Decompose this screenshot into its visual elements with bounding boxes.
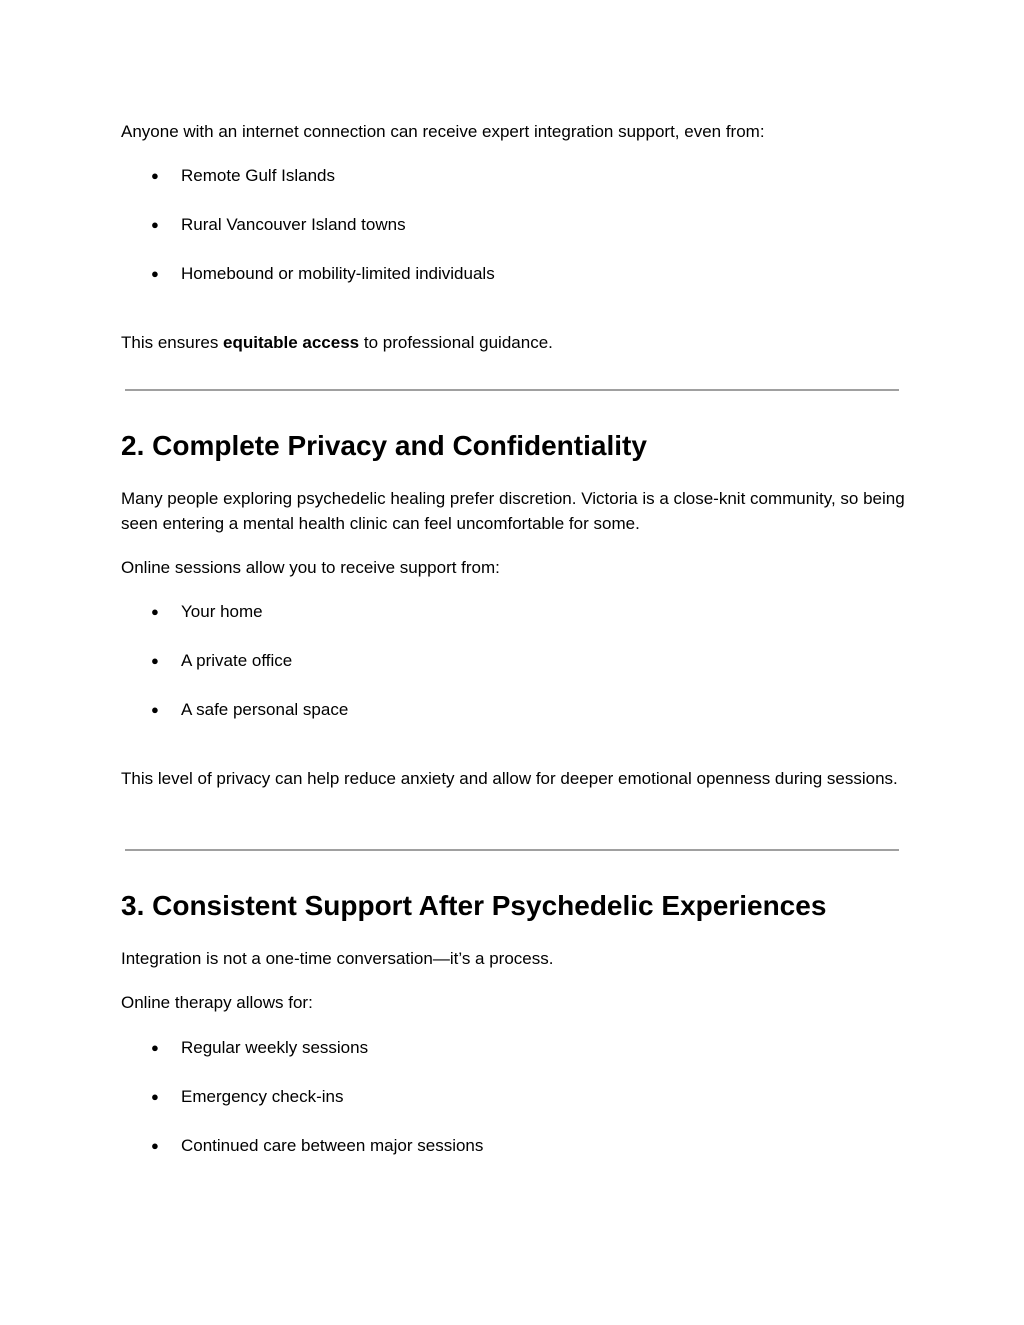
- paragraph: Online therapy allows for:: [121, 993, 313, 1012]
- list-item: ● Homebound or mobility-limited individuals: [151, 261, 495, 286]
- list-item: ● Continued care between major sessions: [151, 1133, 483, 1158]
- bullet-icon: ●: [151, 702, 159, 717]
- bullet-icon: ●: [151, 217, 159, 232]
- bullet-icon: ●: [151, 653, 159, 668]
- list-item: ● A private office: [151, 648, 292, 673]
- section-heading: 3. Consistent Support After Psychedelic Experiences: [121, 890, 827, 921]
- paragraph: Many people exploring psychedelic healing prefer discretion. Victoria is a close-knit community, so being seen entering a mental health clinic can feel uncomfortable for some.: [121, 489, 905, 533]
- bullet-icon: ●: [151, 1040, 159, 1055]
- list-item: ● Remote Gulf Islands: [151, 163, 335, 188]
- bullet-icon: ●: [151, 168, 159, 183]
- list-item: ● A safe personal space: [151, 697, 348, 722]
- paragraph: Integration is not a one-time conversation—it’s a process.: [121, 949, 554, 968]
- divider: [125, 849, 899, 851]
- paragraph: This level of privacy can help reduce anxiety and allow for deeper emotional openness during sessions.: [121, 769, 898, 788]
- list-item: ● Regular weekly sessions: [151, 1035, 368, 1060]
- list-item: ● Emergency check-ins: [151, 1084, 344, 1109]
- bullet-icon: ●: [151, 1138, 159, 1153]
- section-heading: 2. Complete Privacy and Confidentiality: [121, 430, 647, 461]
- paragraph: Online sessions allow you to receive support from:: [121, 558, 500, 577]
- bullet-icon: ●: [151, 604, 159, 619]
- bullet-icon: ●: [151, 1089, 159, 1104]
- intro-text: Anyone with an internet connection can receive expert integration support, even from:: [121, 122, 765, 141]
- list-item: ● Rural Vancouver Island towns: [151, 212, 406, 237]
- bullet-icon: ●: [151, 266, 159, 281]
- access-text: This ensures equitable access to professional guidance.: [121, 333, 553, 352]
- list-item: ● Your home: [151, 599, 263, 624]
- divider: [125, 389, 899, 391]
